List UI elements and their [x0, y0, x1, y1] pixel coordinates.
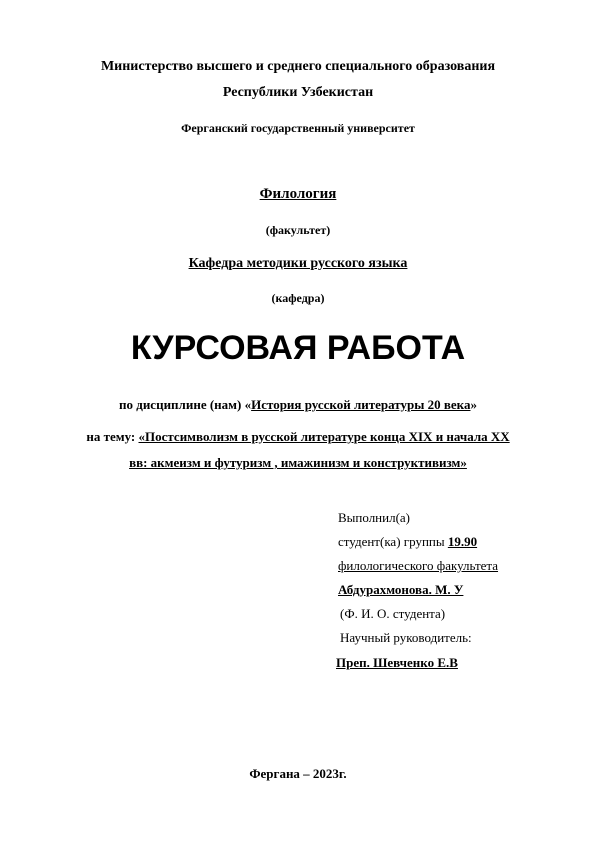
topic-line-2: вв: акмеизм и футуризм , имажинизм и конструктивизм»	[129, 455, 467, 470]
ministry-line: Министерство высшего и среднего специального образования	[100, 59, 496, 74]
faculty-caption: (факультет)	[265, 223, 331, 237]
discipline-line	[0, 397, 596, 413]
group-number: 19.90	[447, 534, 478, 549]
republic-line: Республики Узбекистан	[222, 85, 374, 100]
supervisor-name: Преп. Шевченко Е.В	[336, 655, 458, 670]
city-year: Фергана – 2023г.	[249, 766, 347, 781]
student-name: Абдурахмонова. М. У	[338, 582, 464, 597]
student-caption: (Ф. И. О. студента)	[340, 606, 446, 621]
topic-line-1	[0, 429, 596, 445]
supervisor-label: Научный руководитель:	[340, 630, 472, 645]
discipline-suffix: »	[470, 397, 477, 412]
discipline-prefix: по дисциплине (нам) «	[119, 397, 252, 412]
department-name: Кафедра методики русского языка	[188, 256, 408, 271]
student-group-label: студент(ка) группы	[338, 534, 448, 549]
faculty-line: филологического факультета	[338, 558, 499, 573]
performed-label: Выполнил(а)	[338, 510, 411, 525]
topic-prefix: на тему:	[86, 429, 139, 444]
department-caption: (кафедра)	[271, 291, 325, 305]
faculty-name: Филология	[259, 186, 337, 202]
university-name: Ферганский государственный университет	[181, 121, 415, 135]
discipline-name: История русской литературы 20 века	[251, 397, 471, 412]
topic-text-1: «Постсимволизм в русской литературе конца XIX и начала XX	[138, 429, 510, 444]
student-group-line	[338, 534, 477, 550]
document-title: КУРСОВАЯ РАБОТА	[130, 329, 466, 367]
